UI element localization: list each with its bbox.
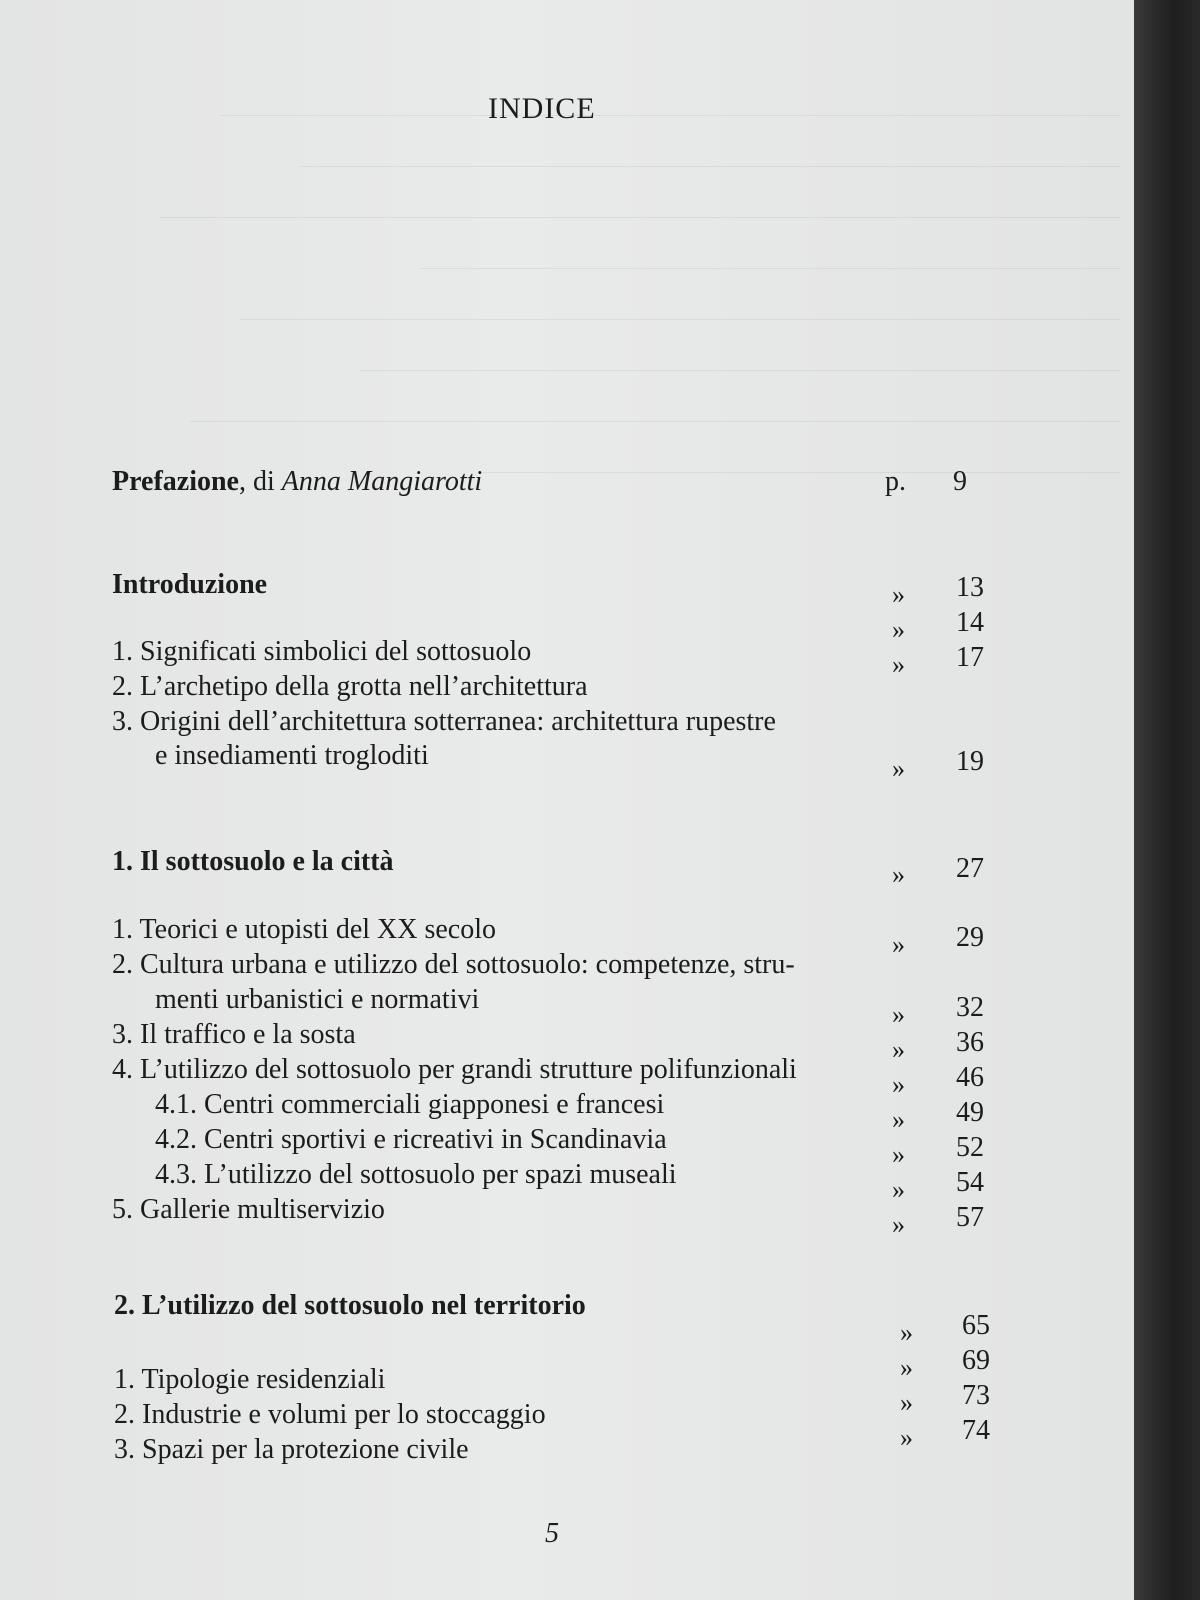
ditto-mark: » — [892, 1175, 905, 1204]
toc-entry-continuation: menti urbanistici e normativi — [155, 984, 480, 1015]
preface-page-number: 9 — [953, 466, 967, 497]
ditto-mark: » — [892, 1105, 905, 1134]
toc-entry: 3. Spazi per la protezione civile — [114, 1434, 469, 1465]
ditto-mark: » — [900, 1423, 913, 1452]
ditto-mark: » — [892, 1070, 905, 1099]
toc-entry: 3. Il traffico e la sosta — [112, 1019, 356, 1050]
toc-entry: 2. L’archetipo della grotta nell’architettura — [112, 671, 588, 702]
preface-separator: , di — [238, 466, 282, 497]
chapter-heading-1: 1. Il sottosuolo e la città — [112, 846, 394, 877]
ditto-mark: » — [892, 930, 905, 959]
ditto-mark: » — [892, 754, 905, 783]
preface-page-prefix: p. — [885, 466, 906, 497]
ditto-mark: » — [892, 1210, 905, 1239]
page-number: 46 — [956, 1062, 984, 1093]
ditto-mark: » — [892, 860, 905, 889]
page-number: 74 — [962, 1415, 990, 1446]
page-number: 29 — [956, 922, 984, 953]
page-number: 36 — [956, 1027, 984, 1058]
ditto-mark: » — [900, 1318, 913, 1347]
page-number: 69 — [962, 1345, 990, 1376]
page-number: 65 — [962, 1310, 990, 1341]
ditto-mark: » — [892, 650, 905, 679]
book-edge-shadow — [1134, 0, 1200, 1600]
toc-subentry: 4.2. Centri sportivi e ricreativi in Scandinavia — [155, 1124, 667, 1155]
toc-entry: 2. Cultura urbana e utilizzo del sottosuolo: competenze, stru- — [112, 949, 795, 980]
toc-entry: 3. Origini dell’architettura sotterranea: architettura rupestre — [112, 706, 776, 737]
toc-entry: 4. L’utilizzo del sottosuolo per grandi strutture polifunzionali — [112, 1054, 797, 1085]
page-number: 49 — [956, 1097, 984, 1128]
ditto-mark: » — [892, 1140, 905, 1169]
page-number: 32 — [956, 992, 984, 1023]
section-heading-introduzione: Introduzione — [112, 569, 268, 600]
toc-subentry: 4.1. Centri commerciali giapponesi e francesi — [155, 1089, 665, 1120]
ditto-mark: » — [892, 1000, 905, 1029]
page-number: 52 — [956, 1132, 984, 1163]
page-number: 14 — [956, 607, 984, 638]
toc-entry: 1. Teorici e utopisti del XX secolo — [112, 914, 497, 945]
page-folio-number: 5 — [545, 1518, 559, 1549]
page-number: 27 — [956, 853, 984, 884]
page-number: 13 — [956, 572, 984, 603]
ditto-mark: » — [892, 615, 905, 644]
page-number: 73 — [962, 1380, 990, 1411]
toc-entry: 2. Industrie e volumi per lo stoccaggio — [114, 1399, 546, 1430]
chapter-heading-2: 2. L’utilizzo del sottosuolo nel territorio — [114, 1290, 586, 1321]
toc-entry-preface — [112, 466, 482, 498]
toc-entry: 5. Gallerie multiservizio — [112, 1194, 385, 1225]
page-title: INDICE — [488, 92, 596, 125]
ditto-mark: » — [900, 1353, 913, 1382]
ditto-mark: » — [892, 1035, 905, 1064]
preface-author: Anna Mangiarotti — [281, 466, 483, 497]
page-number: 17 — [956, 642, 984, 673]
page-number: 19 — [956, 746, 984, 777]
toc-entry-continuation: e insediamenti trogloditi — [155, 740, 429, 771]
preface-label: Prefazione — [112, 466, 239, 497]
page-number: 54 — [956, 1167, 984, 1198]
ditto-mark: » — [900, 1388, 913, 1417]
toc-entry: 1. Tipologie residenziali — [114, 1364, 386, 1395]
toc-entry: 1. Significati simbolici del sottosuolo — [112, 636, 532, 667]
toc-subentry: 4.3. L’utilizzo del sottosuolo per spazi museali — [155, 1159, 677, 1190]
page-number: 57 — [956, 1202, 984, 1233]
ditto-mark: » — [892, 580, 905, 609]
